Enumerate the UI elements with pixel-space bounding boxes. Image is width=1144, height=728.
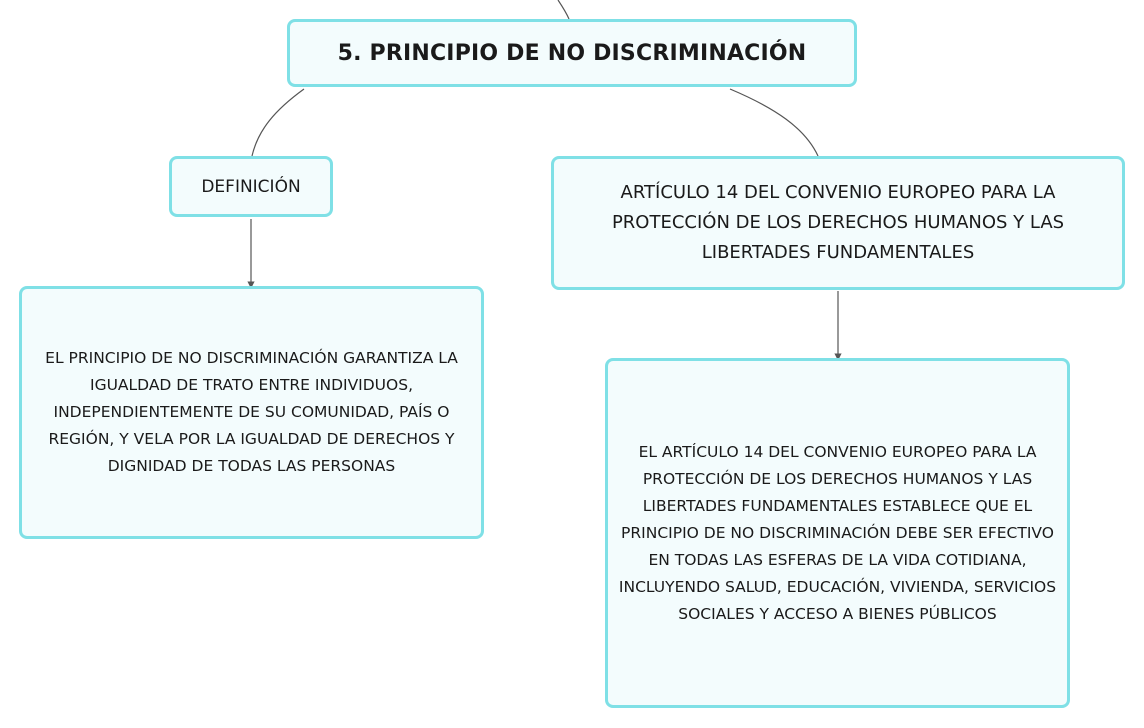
definicion-node[interactable] [169, 156, 333, 217]
articulo-14-detail-node[interactable] [605, 358, 1070, 708]
connector-title-to-articulo [730, 89, 818, 156]
articulo-14-label: ARTÍCULO 14 DEL CONVENIO EUROPEO PARA LA PROTECCIÓN DE LOS DERECHOS HUMANOS Y LAS LIBERTADES FUNDAMENTALES [611, 182, 1065, 263]
definicion-detail-node[interactable] [19, 286, 484, 539]
definicion-detail-text: EL PRINCIPIO DE NO DISCRIMINACIÓN GARANTIZA LA IGUALDAD DE TRATO ENTRE INDIVIDUOS, INDEPENDIENTEMENTE DE SU COMUNIDAD, PAÍS O REGIÓN, Y VELA POR LA IGUALDAD DE DERECHOS Y DIGNIDAD DE TODAS LAS PERSONAS [45, 349, 458, 475]
articulo-14-detail-text: EL ARTÍCULO 14 DEL CONVENIO EUROPEO PARA LA PROTECCIÓN DE LOS DERECHOS HUMANOS Y LAS LIBERTADES FUNDAMENTALES ESTABLECE QUE EL PRINCIPIO DE NO DISCRIMINACIÓN DEBE SER EFECTIVO EN TODAS LAS ESFERAS DE LA VIDA COTIDIANA, INCLUYENDO SALUD, EDUCACIÓN, VIVIENDA, SERVICIOS SOCIALES Y ACCESO A BIENES PÚBLICOS [618, 442, 1057, 623]
connector-parent-to-title [558, 0, 569, 19]
central-topic-label: 5. PRINCIPIO DE NO DISCRIMINACIÓN [337, 40, 807, 66]
articulo-14-node[interactable] [551, 156, 1125, 290]
definicion-label: DEFINICIÓN [201, 176, 301, 197]
central-topic-node[interactable] [287, 19, 857, 87]
connector-title-to-definicion [252, 89, 304, 156]
